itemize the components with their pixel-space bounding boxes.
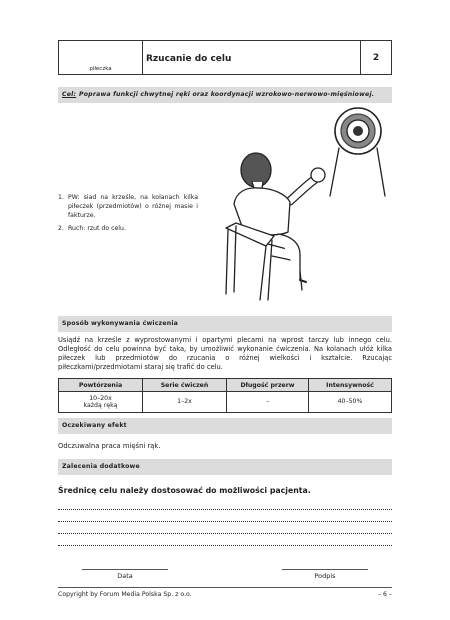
writing-line[interactable] <box>58 532 392 534</box>
table-cell: 10–20x każdą ręką <box>59 392 143 413</box>
signature-label: Podpis <box>314 572 336 580</box>
method-text: Usiądź na krześle z wyprostowanymi i opartymi plecami na wprost tarczy lub innego celu. Odległość do celu powinna być taka, by umożliwić wykonanie ćwiczenia. Na kolanach ułóż kilka piłeczek lub przedmiotów do rzucania o różnej wielkości i kształcie. Rzucając piłeczkami/przedmiotami staraj się trafić do celu. <box>58 336 392 371</box>
goal-bar <box>58 87 392 103</box>
signature-line[interactable] <box>282 569 368 570</box>
table-cell: – <box>227 392 309 413</box>
date-label: Data <box>117 572 133 580</box>
goal-label: Cel: <box>62 91 77 98</box>
step-text: PW: siad na krześle, na kolanach kilka piłeczek (przedmiotów) o różnej masie i fakturze. <box>68 194 198 219</box>
steps-list <box>58 194 198 239</box>
seated-person-icon <box>226 153 325 300</box>
title-cell <box>143 41 361 74</box>
target-icon <box>330 108 385 196</box>
method-heading: Sposób wykonywania ćwiczenia <box>62 320 179 327</box>
date-line[interactable] <box>82 569 168 570</box>
step-item <box>58 194 198 220</box>
parameters-table <box>58 378 392 413</box>
table-header-cell: Powtórzenia <box>59 379 143 392</box>
table-header-cell: Serie ćwiczeń <box>143 379 227 392</box>
table-cell: 40–50% <box>309 392 392 413</box>
number-cell <box>361 41 391 74</box>
table-cell: 1–2x <box>143 392 227 413</box>
page-number: – 6 – <box>377 591 392 598</box>
writing-line[interactable] <box>58 508 392 510</box>
exercise-number: 2 <box>372 53 380 63</box>
writing-line[interactable] <box>58 544 392 546</box>
effect-text: Odczuwalna praca mięśni rąk. <box>58 442 161 450</box>
table-header-cell: Długość przerw <box>227 379 309 392</box>
category-cell <box>59 41 143 74</box>
exercise-header <box>58 40 392 75</box>
recommendations-bar <box>58 459 392 475</box>
writing-line[interactable] <box>58 520 392 522</box>
effect-bar <box>58 418 392 434</box>
step-number: 2. <box>58 225 64 233</box>
effect-heading: Oczekiwany efekt <box>62 422 127 429</box>
exercise-title: Rzucanie do celu <box>146 54 232 64</box>
exercise-illustration <box>208 104 398 314</box>
step-number: 1. <box>58 194 64 201</box>
step-text: Ruch: rzut do celu. <box>68 225 126 233</box>
category-label: piłeczka <box>89 66 112 72</box>
table-row <box>59 392 392 413</box>
step-item <box>58 225 198 234</box>
table-header-row <box>59 379 392 392</box>
method-bar <box>58 316 392 332</box>
goal-text: Poprawa funkcji chwytnej ręki oraz koordynacji wzrokowo-nerwowo-mięśniowej. <box>79 91 375 98</box>
footer-divider <box>58 587 392 588</box>
footer-copyright: Copyright by Forum Media Polska Sp. z o.o. <box>58 591 192 598</box>
recommendations-heading: Zalecenia dodatkowe <box>62 463 140 470</box>
table-header-cell: Intensywność <box>309 379 392 392</box>
recommendations-text: Średnicę celu należy dostosować do możliwości pacjenta. <box>58 486 311 495</box>
